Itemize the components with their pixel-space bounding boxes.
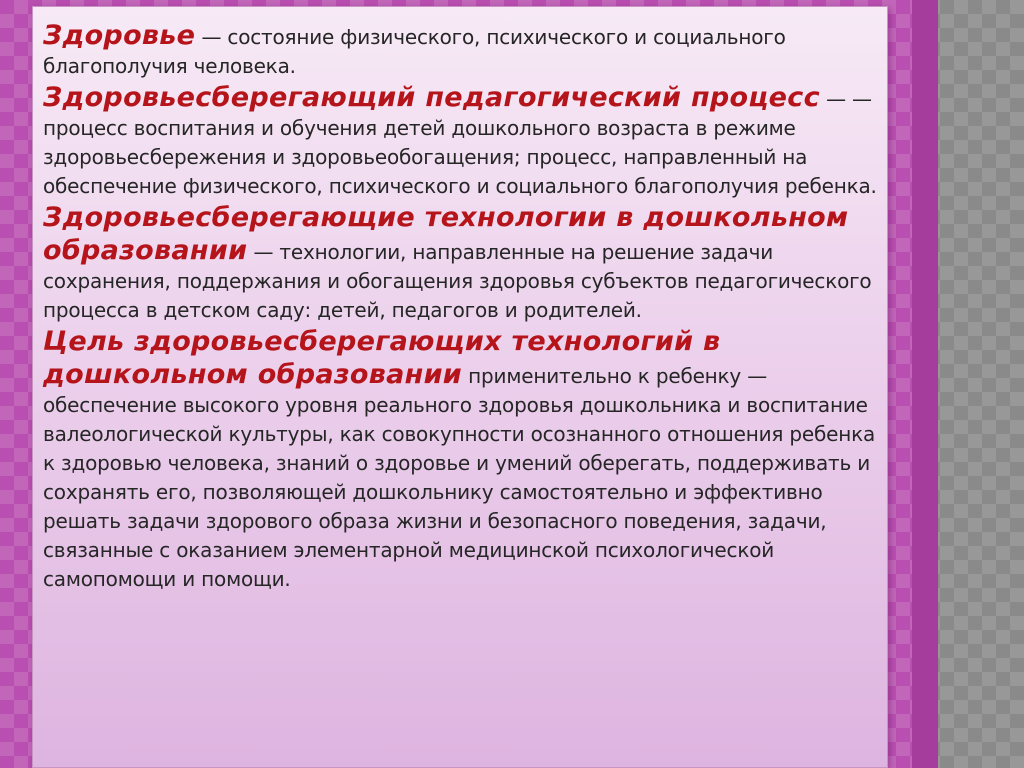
definition-technologies	[43, 201, 877, 325]
term-goal: Цель здоровьесберегающих технологий в дошкольном образовании	[43, 326, 721, 390]
definition-health	[43, 19, 877, 81]
definition-health-text: — состояние физического, психического и социального благополучия человека.	[43, 25, 786, 78]
term-technologies: Здоровьесберегающие технологии в дошкольном образовании	[43, 202, 849, 266]
definition-pedagogical-process-text: — — процесс воспитания и обучения детей дошкольного возраста в режиме здоровьесбережения и здоровьеобогащения; процесс, направленный на обеспечение физического, психического и социального благополучия ребенка.	[43, 87, 877, 198]
definition-pedagogical-process	[43, 81, 877, 201]
definition-goal-text: применительно к ребенку — обеспечение высокого уровня реального здоровья дошкольника и воспитание валеологической культуры, как совокупности осознанного отношения ребенка к здоровью человека, знаний о здоровье и умений оберегать, поддерживать и сохранять его, позволяющей дошкольнику самостоятельно и эффективно решать задачи здорового образа жизни и безопасного поведения, задачи, связанные с оказанием элементарной медицинской психологической самопомощи и помощи.	[43, 364, 876, 591]
term-health: Здоровье	[43, 20, 196, 51]
term-pedagogical-process: Здоровьесберегающий педагогический процесс	[43, 82, 820, 113]
side-band-decoration	[912, 0, 1024, 768]
definition-goal	[43, 325, 877, 594]
slide-content-panel	[32, 6, 888, 768]
definition-technologies-text: — технологии, направленные на решение задачи сохранения, поддержания и обогащения здоровья субъектов педагогического процесса в детском саду: детей, педагогов и родителей.	[43, 240, 872, 322]
